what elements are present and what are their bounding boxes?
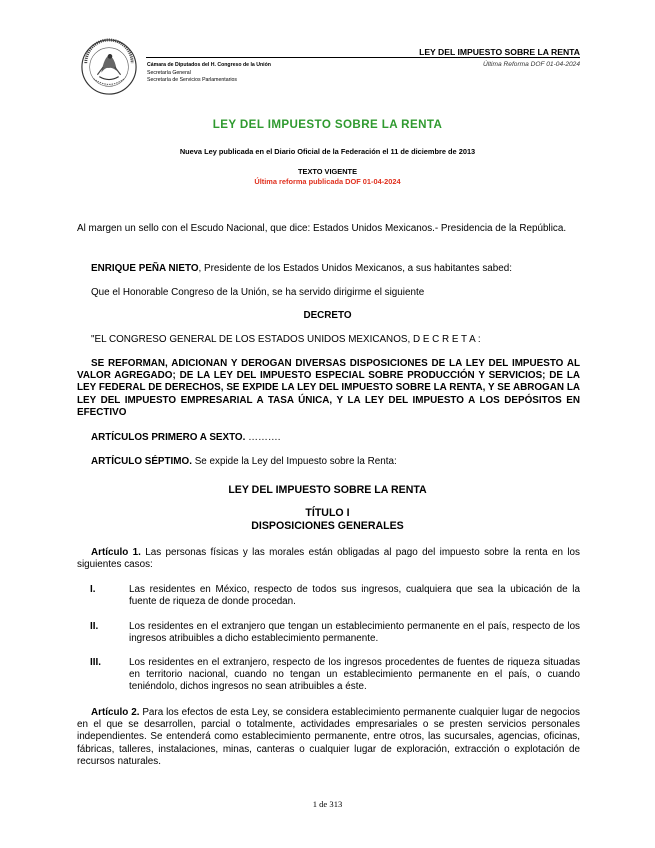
paragraph-article-7 — [77, 456, 580, 468]
article-1 — [77, 547, 580, 571]
article-7-label: ARTÍCULO SÉPTIMO. — [91, 456, 192, 467]
document-subtitle: Nueva Ley publicada en el Diario Oficial de la Federación el 11 de diciembre de 2013 — [179, 147, 476, 156]
president-text: , Presidente de los Estados Unidos Mexicanos, a sus habitantes sabed: — [198, 263, 512, 274]
reform-note: Última Reforma DOF 01-04-2024 — [483, 61, 580, 68]
paragraph-decreta: "EL CONGRESO GENERAL DE LOS ESTADOS UNIDOS MEXICANOS, D E C R E T A : — [91, 334, 481, 345]
parliamentary-services: Secretaría de Servicios Parlamentarios — [147, 77, 237, 84]
president-name: ENRIQUE PEÑA NIETO — [91, 263, 199, 274]
articles-1-6-text: ………. — [245, 432, 281, 443]
decreto-label: DECRETO — [303, 310, 352, 321]
paragraph-president — [77, 263, 580, 275]
national-seal-icon — [80, 38, 138, 96]
paragraph-seal: Al margen un sello con el Escudo Nacional, que dice: Estados Unidos Mexicanos.- Presidencia de la República. — [77, 223, 567, 234]
article-7-text: Se expide la Ley del Impuesto sobre la Renta: — [191, 456, 397, 467]
titulo-heading: TÍTULO I — [305, 507, 350, 519]
paragraph-articles-1-6 — [77, 432, 580, 444]
paragraph-reforms: SE REFORMAN, ADICIONAN Y DEROGAN DIVERSAS DISPOSICIONES DE LA LEY DEL IMPUESTO AL VALOR AGREGADO; DE LA LEY DEL IMPUESTO ESPECIAL SOBRE PRODUCCIÓN Y SERVICIOS; DE LA LEY FEDERAL DE DERECHOS, SE EXPIDE LA LEY DEL IMPUESTO SOBRE LA RENTA, Y SE ABROGAN LA LEY DEL IMPUESTO EMPRESARIAL A TASA ÚNICA, Y LA LEY DEL IMPUESTO A LOS DEPÓSITOS EN EFECTIVO — [77, 358, 580, 418]
item-number: I. — [90, 584, 96, 595]
paragraph-congress: Que el Honorable Congreso de la Unión, se ha servido dirigirme el siguiente — [91, 287, 425, 298]
item-text: Los residentes en el extranjero, respecto de los ingresos procedentes de fuentes de riqueza situadas en territorio nacional, cuando no tengan un establecimiento permanente en el país, o cuando teniéndolo, dichos ingresos no sean atribuibles a éste. — [129, 657, 580, 693]
item-number: II. — [90, 621, 99, 632]
document-title: LEY DEL IMPUESTO SOBRE LA RENTA — [212, 118, 443, 131]
texto-vigente: TEXTO VIGENTE — [298, 167, 357, 176]
item-number: III. — [90, 657, 101, 668]
item-text: Los residentes en el extranjero que tengan un establecimiento permanente en el país, respecto de los ingresos atribuibles a dicho establecimiento permanente. — [129, 621, 580, 645]
item-text: Las residentes en México, respecto de todos sus ingresos, cualquiera que sea la ubicación de la fuente de riqueza de donde procedan. — [129, 584, 580, 608]
decreto-heading — [0, 310, 655, 322]
last-reform: Última reforma publicada DOF 01-04-2024 — [254, 177, 401, 186]
header-rule — [146, 57, 580, 58]
articles-1-6-label: ARTÍCULOS PRIMERO A SEXTO. — [91, 432, 246, 443]
chamber-name: Cámara de Diputados del H. Congreso de la Unión — [147, 62, 271, 68]
running-title: LEY DEL IMPUESTO SOBRE LA RENTA — [419, 47, 580, 57]
article-2-text: Para los efectos de esta Ley, se considera establecimiento permanente cualquier lugar de negocios en el que se desarrollen, parcial o totalmente, actividades empresariales o se presten servicios personales independientes. Se entenderá como establecimiento permanente, entre otros, las sucursales, agencias, oficinas, fábricas, talleres, instalaciones, minas, canteras o cualquier lugar de exploración, extracción o explotación de recursos naturales. — [77, 707, 580, 767]
law-heading: LEY DEL IMPUESTO SOBRE LA RENTA — [228, 484, 427, 496]
article-1-text: Las personas físicas y las morales están obligadas al pago del impuesto sobre la renta en los siguientes casos: — [77, 547, 580, 571]
page-number: 1 de 313 — [312, 799, 343, 809]
titulo-name: DISPOSICIONES GENERALES — [251, 520, 404, 532]
article-1-label: Artículo 1. — [91, 547, 141, 558]
general-secretariat: Secretaría General — [147, 69, 191, 76]
article-2 — [77, 707, 580, 768]
article-2-label: Artículo 2. — [91, 707, 140, 718]
chamber-block — [147, 62, 397, 85]
